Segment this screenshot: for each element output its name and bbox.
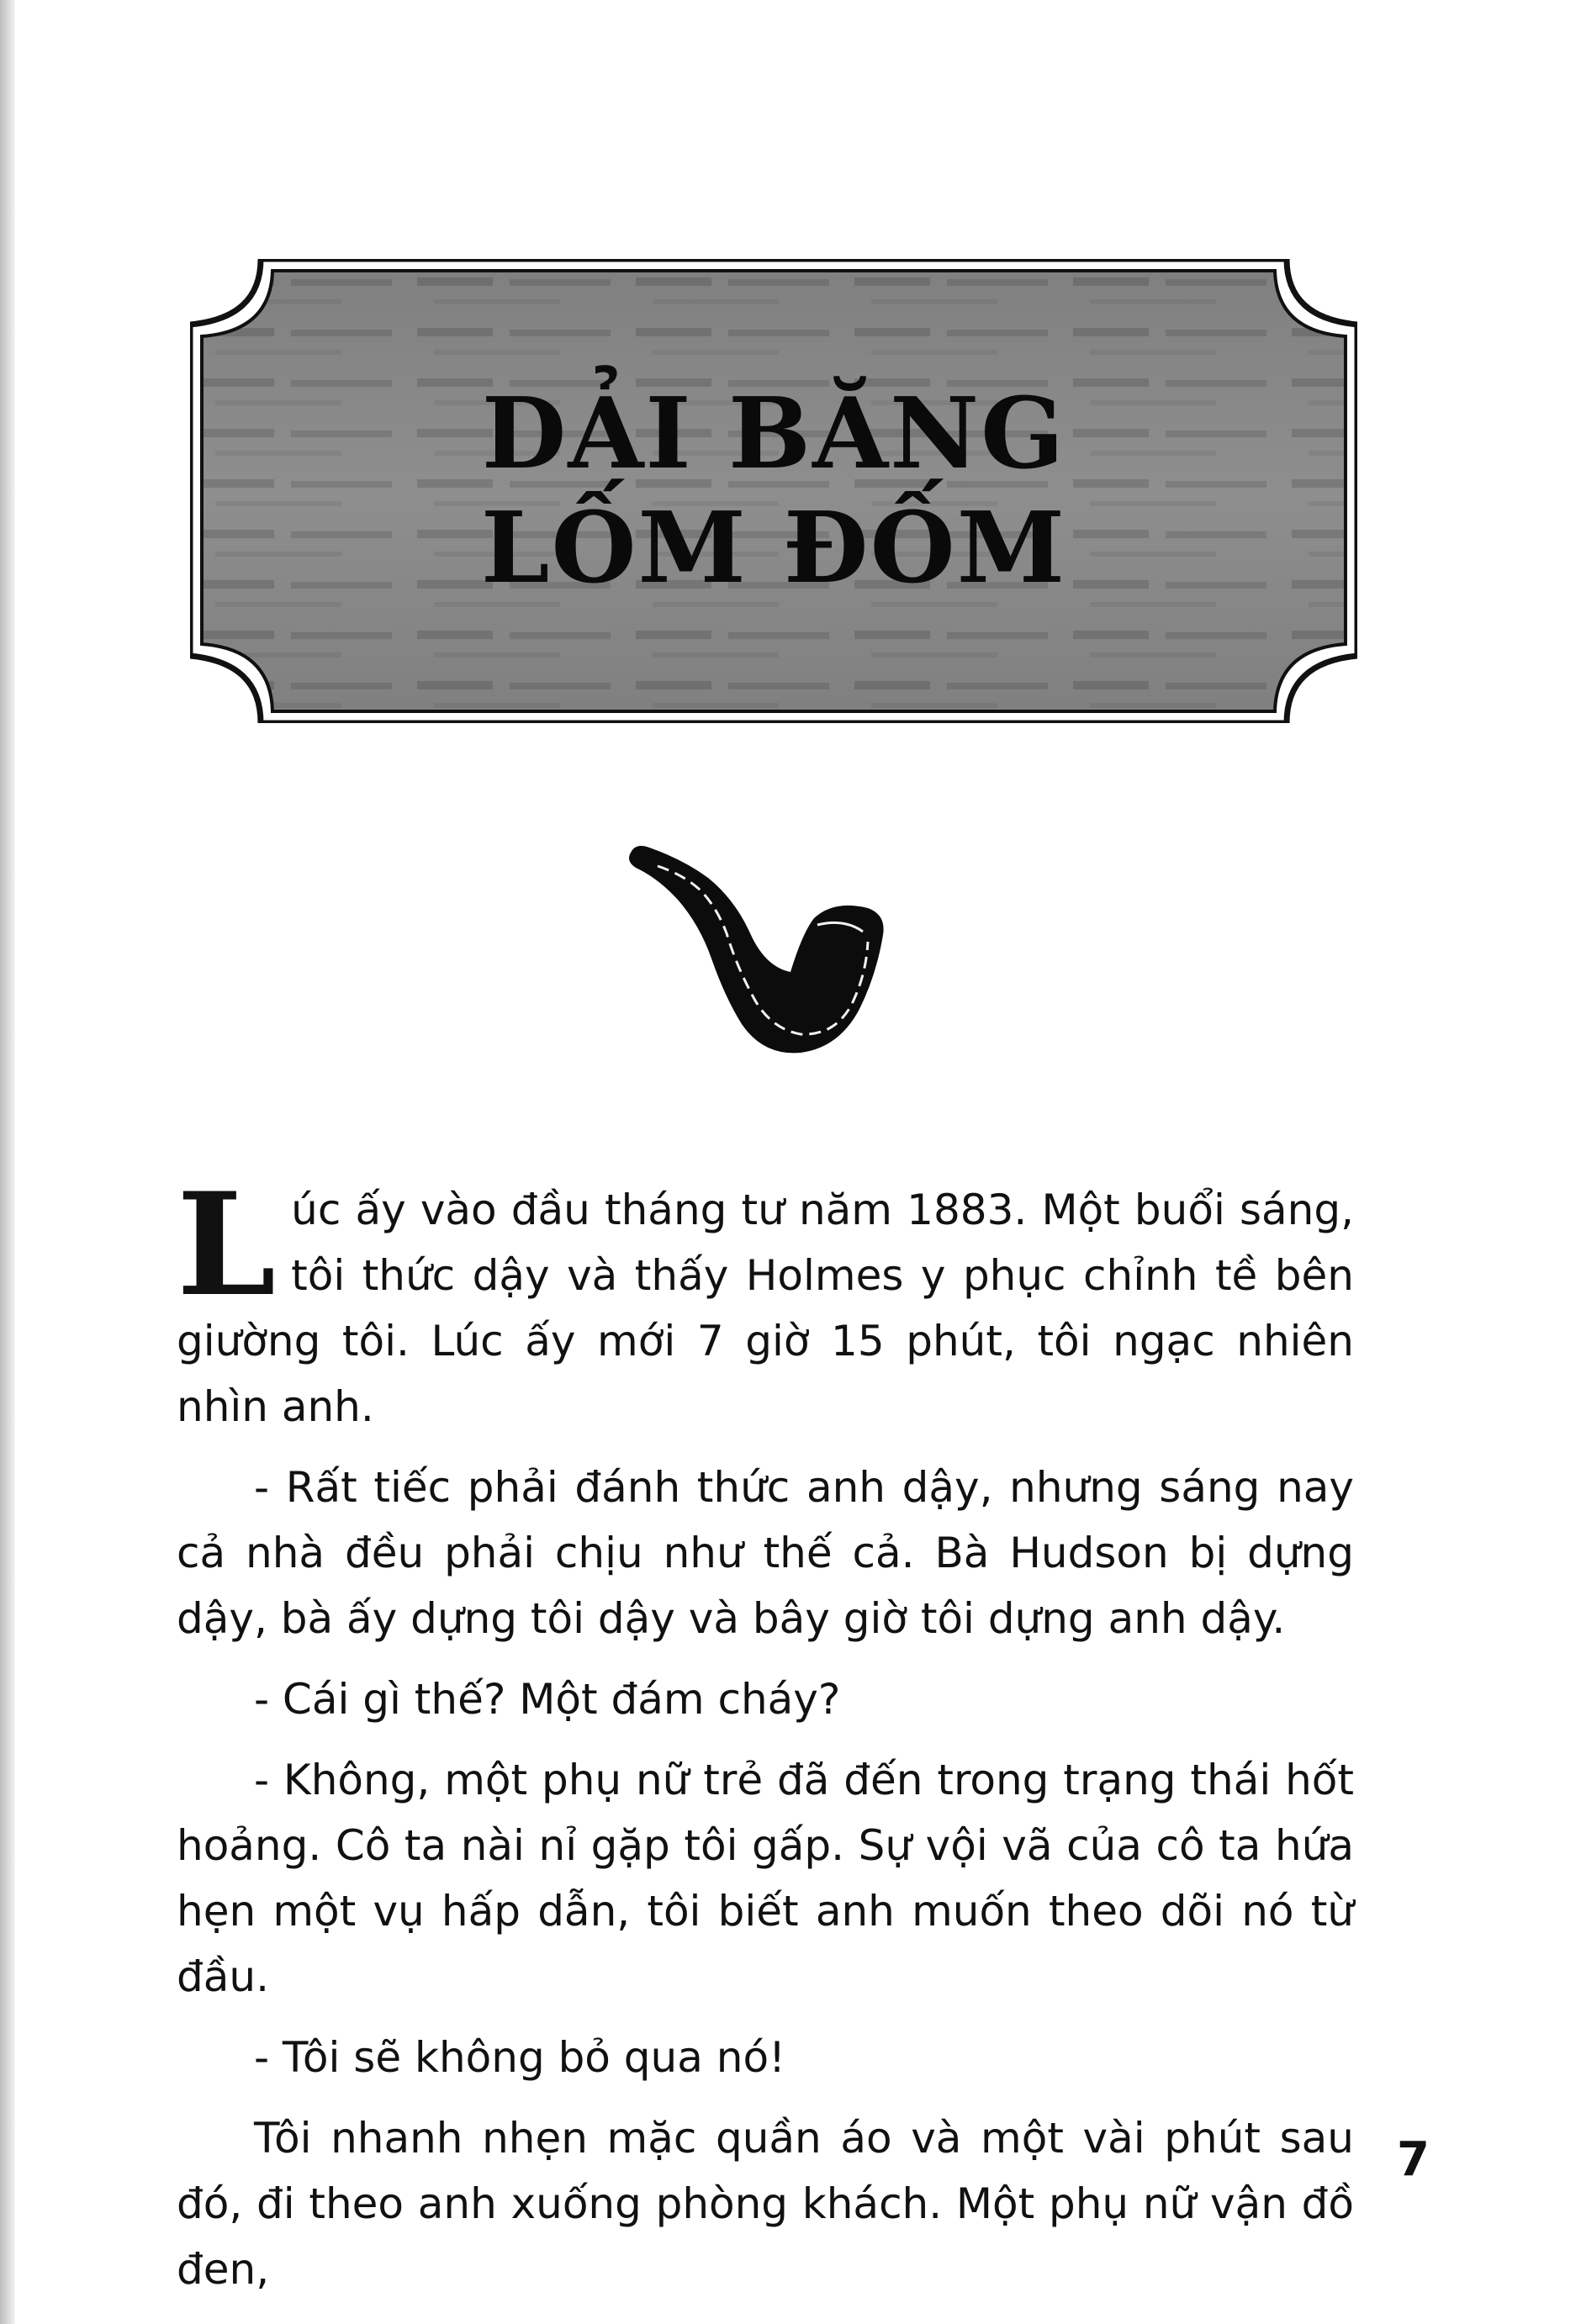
paragraph-2: - Rất tiếc phải đánh thức anh dậy, nhưng sáng nay cả nhà đều phải chịu như thế cả. Bà Hudson bị dựng dậy, bà ấy dựng tôi dậy và bây giờ tôi dựng anh dậy. [177, 1463, 1354, 1643]
chapter-body [177, 1161, 1354, 2317]
drop-cap: L [177, 1161, 277, 1328]
paragraph-6: Tôi nhanh nhẹn mặc quần áo và một vài phút sau đó, đi theo anh xuống phòng khách. Một phụ nữ vận đồ đen, [177, 2114, 1354, 2294]
chapter-title [190, 259, 1357, 723]
chapter-title-frame [190, 259, 1357, 723]
chapter-title-line-2: LỐM ĐỐM [480, 491, 1067, 605]
paragraph-3: - Cái gì thế? Một đám cháy? [254, 1675, 841, 1724]
page-number: 7 [1397, 2132, 1430, 2187]
page-edge-shadow [0, 0, 15, 2324]
pipe-ornament [624, 841, 893, 1059]
paragraph-1 [177, 1161, 1354, 1439]
paragraph-1-text: úc ấy vào đầu tháng tư năm 1883. Một buổi sáng, tôi thức dậy và thấy Holmes y phục chỉnh tề bên giường tôi. Lúc ấy mới 7 giờ 15 phút, tôi ngạc nhiên nhìn anh. [177, 1186, 1354, 1431]
chapter-title-line-1: DẢI BĂNG [481, 377, 1066, 491]
paragraph-5: - Tôi sẽ không bỏ qua nó! [254, 2033, 786, 2082]
pipe-icon [624, 841, 893, 1059]
paragraph-4: - Không, một phụ nữ trẻ đã đến trong trạng thái hốt hoảng. Cô ta nài nỉ gặp tôi gấp. Sự vội vã của cô ta hứa hẹn một vụ hấp dẫn, tôi biết anh muốn theo dõi nó từ đầu. [177, 1756, 1354, 2001]
